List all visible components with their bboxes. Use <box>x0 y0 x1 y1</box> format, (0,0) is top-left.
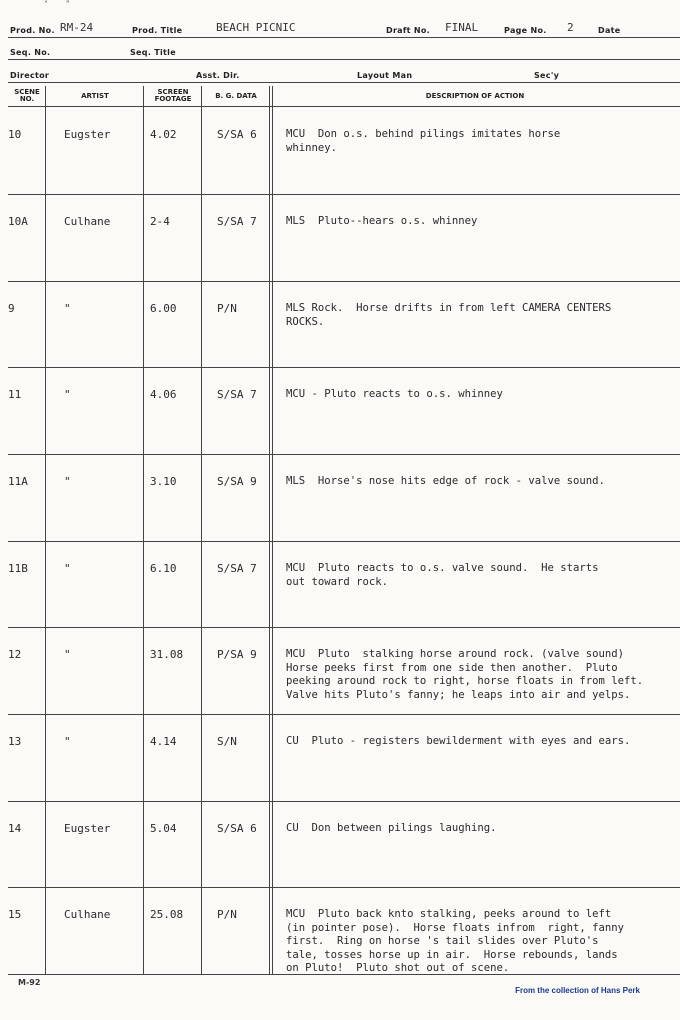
director-label: Director <box>10 71 50 80</box>
action-description: MCU - Pluto reacts to o.s. whinney <box>286 388 503 400</box>
screen-footage: 3.10 <box>150 475 177 488</box>
bg-data: S/SA 7 <box>217 388 257 401</box>
table-row <box>8 367 680 454</box>
screen-footage: 4.14 <box>150 735 177 748</box>
table-row <box>8 714 680 801</box>
page-no-value: 2 <box>567 21 574 34</box>
row-rule <box>8 974 680 975</box>
artist-name: " <box>64 302 71 315</box>
table-row <box>8 541 680 627</box>
asst-dir-label: Asst. Dir. <box>196 71 240 80</box>
draft-no-label: Draft No. <box>386 26 431 35</box>
seq-title-label: Seq. Title <box>130 48 176 57</box>
bg-data: S/SA 7 <box>217 215 257 228</box>
artist-name: Eugster <box>64 128 111 141</box>
action-description: MCU Pluto stalking horse around rock. (valve sound) Horse peeks first from one side then another. Pluto peeking around rock to right, horse floats in from left. Valve hits Pluto's fanny; he leaps into air and yelps. <box>286 648 644 701</box>
artist-name: " <box>64 562 71 575</box>
screen-footage: 6.00 <box>150 302 177 315</box>
table-row <box>8 887 680 974</box>
bg-data: S/SA 7 <box>217 562 257 575</box>
action-description: MLS Rock. Horse drifts in from left CAMERA CENTERS ROCKS. <box>286 302 612 328</box>
bg-data: S/N <box>217 735 237 748</box>
scene-number: 11B <box>8 562 28 575</box>
scene-number: 11A <box>8 475 28 488</box>
screen-footage: 4.06 <box>150 388 177 401</box>
action-description: MCU Don o.s. behind pilings imitates horse whinney. <box>286 128 561 154</box>
table-row <box>8 281 680 367</box>
scene-number: 14 <box>8 822 22 835</box>
screen-footage: 6.10 <box>150 562 177 575</box>
bg-data: P/SA 9 <box>217 648 257 661</box>
artist-name: " <box>64 735 71 748</box>
action-description: MCU Pluto reacts to o.s. valve sound. He starts out toward rock. <box>286 562 599 588</box>
draft-no-value: FINAL <box>445 21 479 34</box>
prod-title-value: BEACH PICNIC <box>216 21 296 34</box>
seq-no-label: Seq. No. <box>10 48 51 57</box>
action-description: MLS Pluto--hears o.s. whinney <box>286 215 478 227</box>
scene-number: 10 <box>8 128 22 141</box>
screen-footage: 31.08 <box>150 648 184 661</box>
stray-mark: ʺ <box>66 0 70 9</box>
screen-footage: 5.04 <box>150 822 177 835</box>
header-row-1 <box>0 0 680 40</box>
table-row <box>8 454 680 541</box>
scene-number: 10A <box>8 215 28 228</box>
table-row <box>8 107 680 194</box>
bg-data: S/SA 9 <box>217 475 257 488</box>
artist-name: Eugster <box>64 822 111 835</box>
header-rule-3 <box>8 82 680 83</box>
prod-no-value: RM-24 <box>60 21 94 34</box>
screen-footage: 2-4 <box>150 215 170 228</box>
table-row <box>8 627 680 714</box>
stray-mark: ˅ <box>44 0 48 9</box>
bg-data: S/SA 6 <box>217 822 257 835</box>
header-rule-1 <box>8 37 680 38</box>
header-rule-2 <box>8 59 680 60</box>
prod-no-label: Prod. No. <box>10 26 55 35</box>
col-head-bg: B. G. DATA <box>215 91 257 100</box>
scene-number: 11 <box>8 388 22 401</box>
artist-name: " <box>64 648 71 661</box>
col-head-scene: SCENE NO. <box>14 88 40 103</box>
scene-number: 13 <box>8 735 22 748</box>
screen-footage: 25.08 <box>150 908 184 921</box>
scene-number: 15 <box>8 908 22 921</box>
page-no-label: Page No. <box>504 26 547 35</box>
artist-name: Culhane <box>64 908 111 921</box>
layout-man-label: Layout Man <box>357 71 413 80</box>
screen-footage: 4.02 <box>150 128 177 141</box>
artist-name: " <box>64 388 71 401</box>
action-description: CU Pluto - registers bewilderment with eyes and ears. <box>286 735 631 747</box>
bg-data: P/N <box>217 302 237 315</box>
col-head-footage: SCREEN FOOTAGE <box>154 88 192 103</box>
action-description: MCU Pluto back knto stalking, peeks around to left (in pointer pose). Horse floats infrom right, fanny first. Ring on horse 's tail slides over Pluto's tale, tosses horse up in air. Horse rebounds, lands on Pluto! Pluto shot out of scene. <box>286 908 625 974</box>
table-row <box>8 801 680 887</box>
col-head-description: DESCRIPTION OF ACTION <box>425 91 525 100</box>
secy-label: Sec'y <box>534 71 560 80</box>
collection-credit: From the collection of Hans Perk <box>515 986 640 995</box>
artist-name: " <box>64 475 71 488</box>
prod-title-label: Prod. Title <box>132 26 183 35</box>
artist-name: Culhane <box>64 215 111 228</box>
form-number: M-92 <box>18 978 41 987</box>
col-head-artist: ARTIST <box>81 91 109 100</box>
bg-data: S/SA 6 <box>217 128 257 141</box>
scene-number: 9 <box>8 302 15 315</box>
bg-data: P/N <box>217 908 237 921</box>
action-description: CU Don between pilings laughing. <box>286 822 497 834</box>
scene-number: 12 <box>8 648 22 661</box>
action-description: MLS Horse's nose hits edge of rock - valve sound. <box>286 475 605 487</box>
table-row <box>8 194 680 281</box>
date-label: Date <box>598 26 621 35</box>
